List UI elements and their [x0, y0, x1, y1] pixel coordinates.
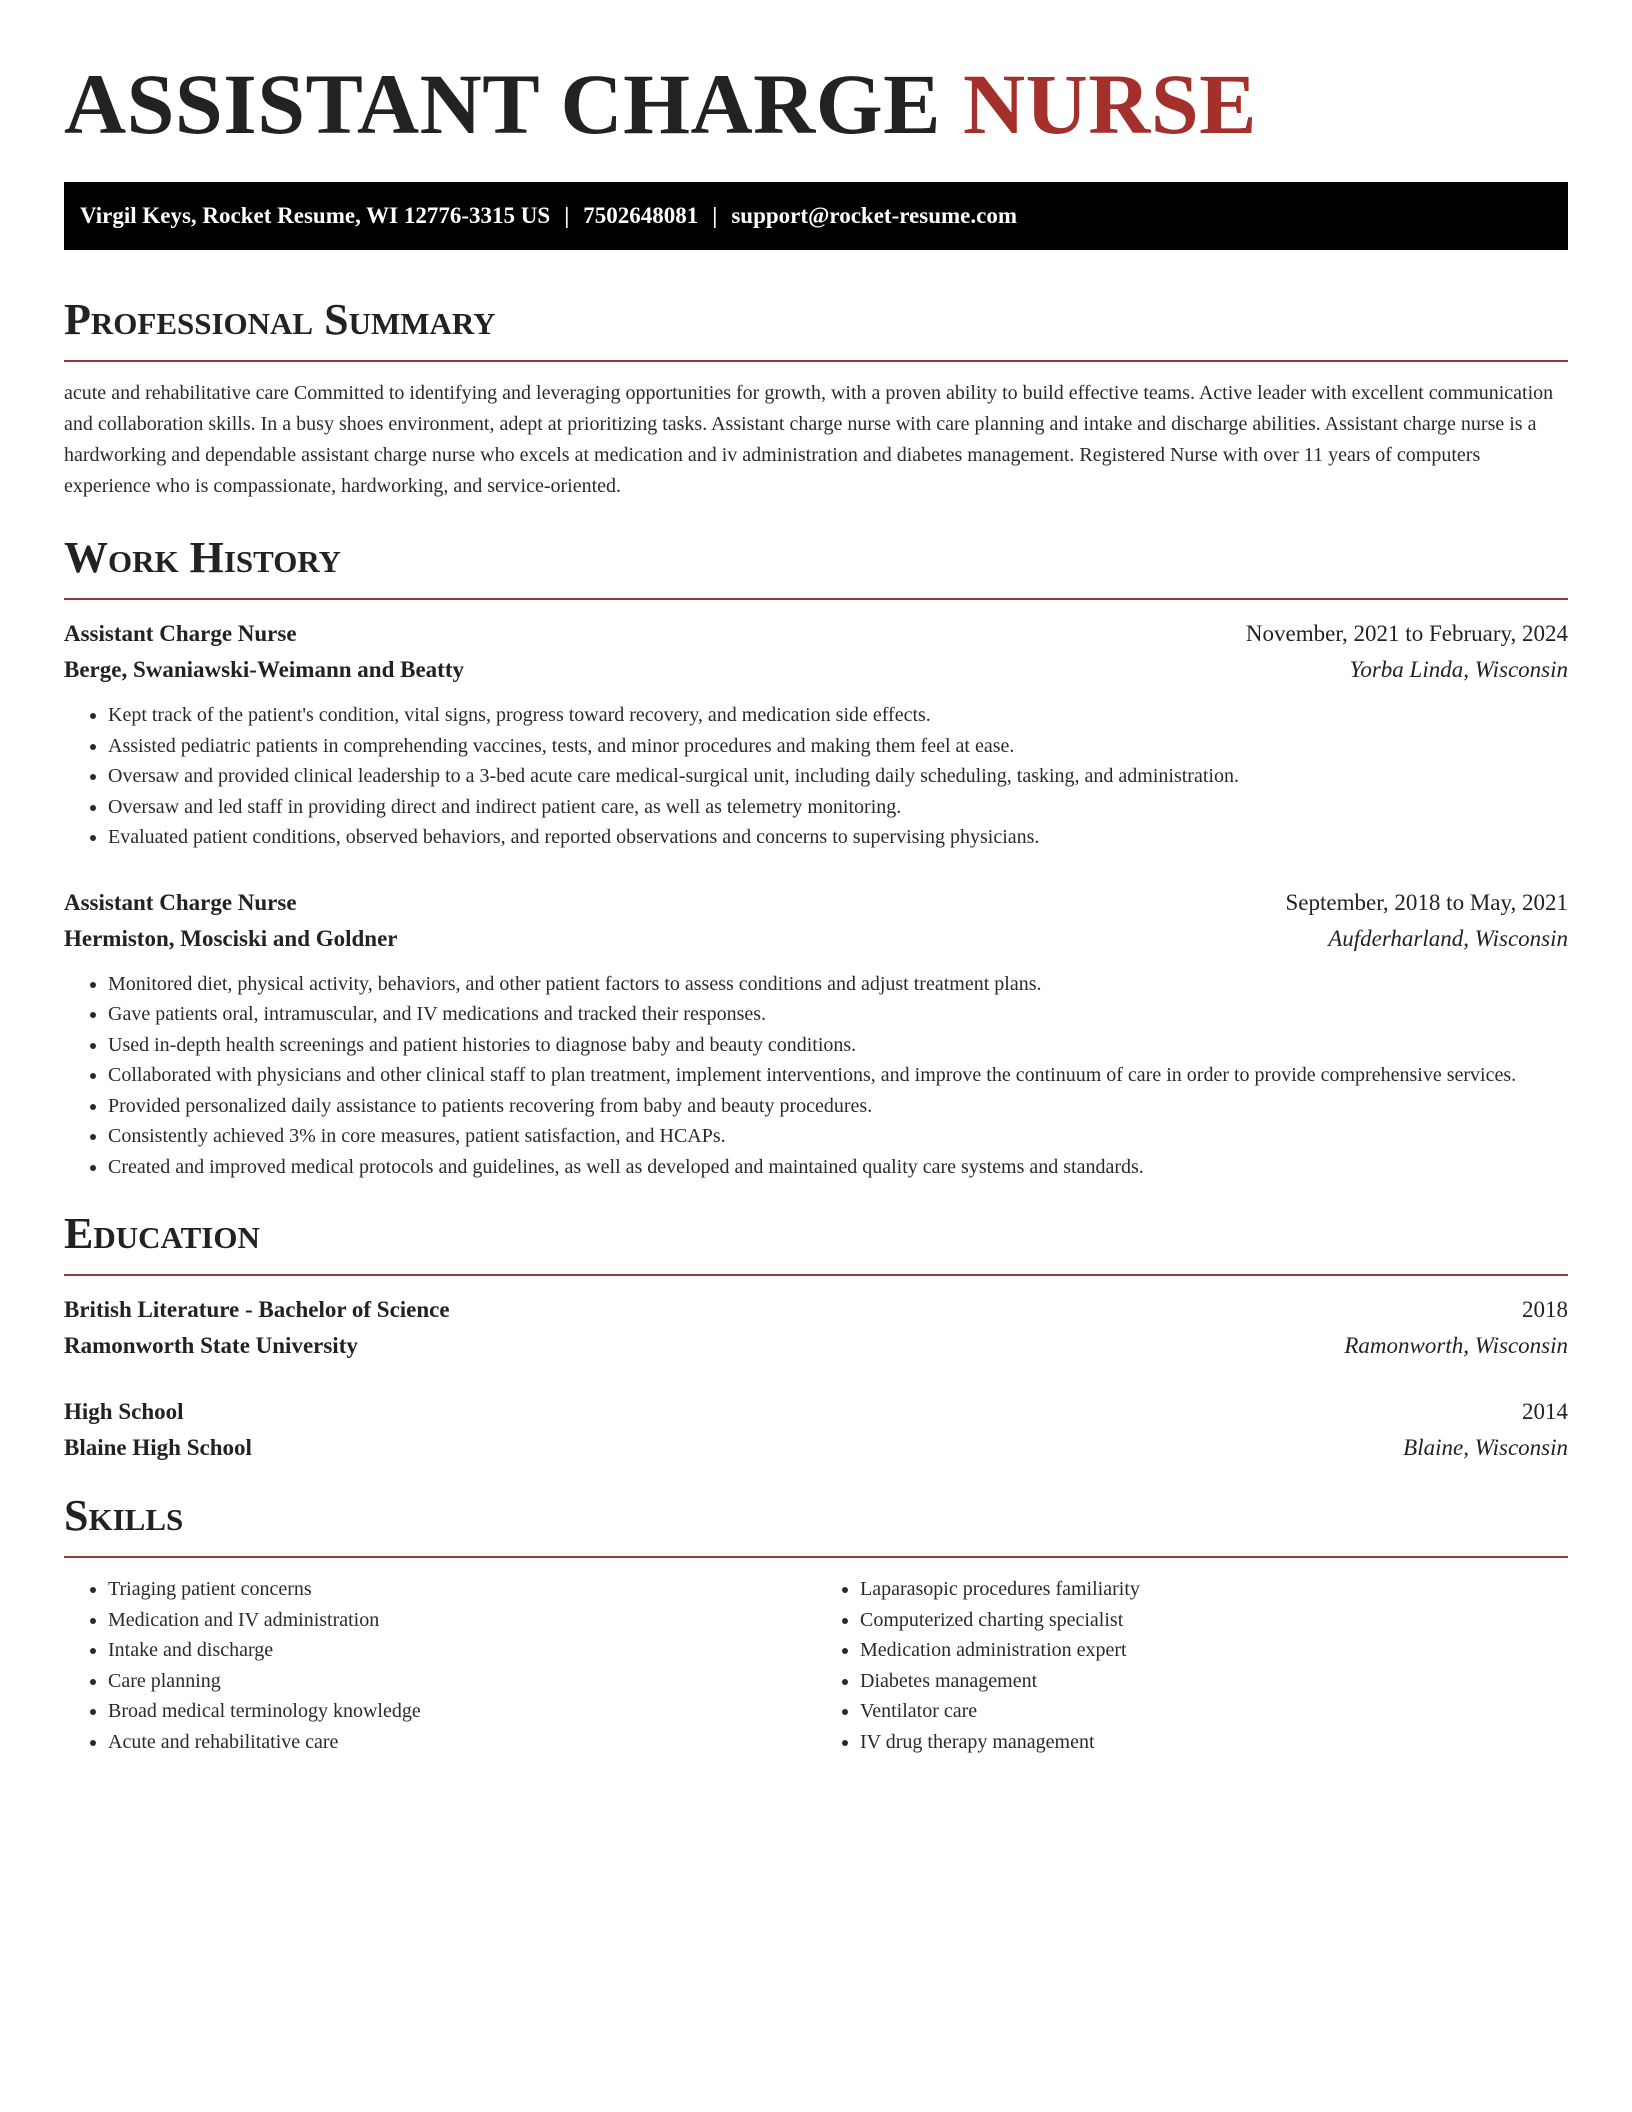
skill-item: • Medication and IV administration: [108, 1605, 816, 1636]
job-bullet-list: [64, 700, 1568, 853]
summary-section: [64, 294, 1568, 502]
skill-item: • Diabetes management: [860, 1666, 1568, 1697]
contact-separator: |: [564, 203, 570, 228]
job-bullet: • Provided personalized daily assistance to patients recovering from baby and beauty procedures.: [108, 1091, 1568, 1122]
work-history-section: [64, 532, 1568, 1182]
education-school-row: [64, 1430, 1568, 1466]
skill-item: • Intake and discharge: [108, 1635, 816, 1666]
job-bullet: • Evaluated patient conditions, observed behaviors, and reported observations and concerns to supervising physicians.: [108, 822, 1568, 853]
resume-title: [64, 54, 1568, 154]
skill-item: • Computerized charting specialist: [860, 1605, 1568, 1636]
contact-phone: 7502648081: [583, 203, 699, 228]
skill-item: • Broad medical terminology knowledge: [108, 1696, 816, 1727]
section-divider: [64, 598, 1568, 600]
section-divider: [64, 1274, 1568, 1276]
education-school: Ramonworth State University: [64, 1333, 358, 1358]
job-header-row: [64, 885, 1568, 921]
skill-item: • Care planning: [108, 1666, 816, 1697]
summary-text: acute and rehabilitative care Committed to identifying and leveraging opportunities for growth, with a proven ability to build effective teams. Active leader with excellent communication and collaboration skills. In a busy shoes environment, adept at prioritizing tasks. Assistant charge nurse with care planning and intake and discharge abilities. Assistant charge nurse is a hardworking and dependable assistant charge nurse who excels at medication and iv administration and diabetes management. Registered Nurse with over 11 years of computers experience who is compassionate, hardworking, and service-oriented.: [64, 382, 1554, 497]
job-company: Hermiston, Mosciski and Goldner: [64, 925, 398, 951]
education-location: Ramonworth, Wisconsin: [1344, 1333, 1568, 1358]
skills-column-right: [816, 1574, 1568, 1757]
job-bullet: • Oversaw and provided clinical leadership to a 3-bed acute care medical-surgical unit, including daily scheduling, tasking, and administration.: [108, 761, 1568, 792]
job-bullet: • Assisted pediatric patients in comprehending vaccines, tests, and minor procedures and making them feel at ease.: [108, 731, 1568, 762]
skill-item: • Medication administration expert: [860, 1635, 1568, 1666]
job-bullet: • Oversaw and led staff in providing direct and indirect patient care, as well as telemetry monitoring.: [108, 792, 1568, 823]
section-heading-skills: Skills: [64, 1491, 184, 1540]
job-entry: [64, 885, 1568, 1183]
education-degree-row: [64, 1394, 1568, 1430]
job-entry: [64, 616, 1568, 853]
section-divider: [64, 1556, 1568, 1558]
job-bullet: • Used in-depth health screenings and patient histories to diagnose baby and beauty conditions.: [108, 1030, 1568, 1061]
education-year: 2018: [1522, 1297, 1568, 1322]
job-company: Berge, Swaniawski-Weimann and Beatty: [64, 657, 464, 682]
job-bullet-list: [64, 969, 1568, 1183]
title-accent: NURSE: [963, 56, 1258, 152]
contact-address: Virgil Keys, Rocket Resume, WI 12776-3315 US: [80, 203, 551, 228]
job-title: Assistant Charge Nurse: [64, 889, 297, 915]
title-main: ASSISTANT CHARGE: [64, 56, 964, 152]
education-year: 2014: [1522, 1399, 1568, 1424]
education-degree: British Literature - Bachelor of Science: [64, 1297, 450, 1322]
contact-email: support@rocket-resume.com: [731, 203, 1017, 228]
skills-list: [816, 1574, 1568, 1757]
skill-item: • Triaging patient concerns: [108, 1574, 816, 1605]
education-section: [64, 1208, 1568, 1466]
section-heading-education: Education: [64, 1209, 260, 1258]
job-dates: November, 2021 to February, 2024: [1245, 621, 1568, 646]
education-entry: [64, 1394, 1568, 1466]
skill-item: • IV drug therapy management: [860, 1727, 1568, 1758]
education-school: Blaine High School: [64, 1435, 252, 1460]
job-location: Aufderharland, Wisconsin: [1328, 925, 1568, 951]
section-heading-summary: Professional Summary: [64, 295, 496, 344]
education-school-row: [64, 1328, 1568, 1364]
skill-item: • Acute and rehabilitative care: [108, 1727, 816, 1758]
education-location: Blaine, Wisconsin: [1403, 1435, 1568, 1460]
job-header-row: [64, 616, 1568, 652]
contact-bar: [64, 182, 1568, 250]
job-bullet: • Collaborated with physicians and other clinical staff to plan treatment, implement interventions, and improve the continuum of care in order to provide comprehensive services.: [108, 1060, 1568, 1091]
job-location: Yorba Linda, Wisconsin: [1349, 657, 1568, 682]
skills-list: [64, 1574, 816, 1757]
education-degree-row: [64, 1292, 1568, 1328]
job-bullet: • Gave patients oral, intramuscular, and IV medications and tracked their responses.: [108, 999, 1568, 1030]
job-bullet: • Kept track of the patient's condition, vital signs, progress toward recovery, and medication side effects.: [108, 700, 1568, 731]
education-degree: High School: [64, 1399, 184, 1424]
education-entry: [64, 1292, 1568, 1364]
job-title: Assistant Charge Nurse: [64, 621, 297, 646]
section-divider: [64, 360, 1568, 362]
job-company-row: [64, 921, 1568, 957]
job-dates: September, 2018 to May, 2021: [1285, 889, 1568, 915]
skills-column-left: [64, 1574, 816, 1757]
skill-item: • Ventilator care: [860, 1696, 1568, 1727]
skills-section: [64, 1490, 1568, 1757]
job-bullet: • Monitored diet, physical activity, behaviors, and other patient factors to assess conditions and adjust treatment plans.: [108, 969, 1568, 1000]
job-bullet: • Created and improved medical protocols and guidelines, as well as developed and maintained quality care systems and standards.: [108, 1152, 1568, 1183]
skills-grid: [64, 1574, 1568, 1757]
job-bullet: • Consistently achieved 3% in core measures, patient satisfaction, and HCAPs.: [108, 1121, 1568, 1152]
section-heading-work: Work History: [64, 533, 342, 582]
contact-separator: |: [712, 203, 718, 228]
skill-item: • Laparasopic procedures familiarity: [860, 1574, 1568, 1605]
job-company-row: [64, 652, 1568, 688]
